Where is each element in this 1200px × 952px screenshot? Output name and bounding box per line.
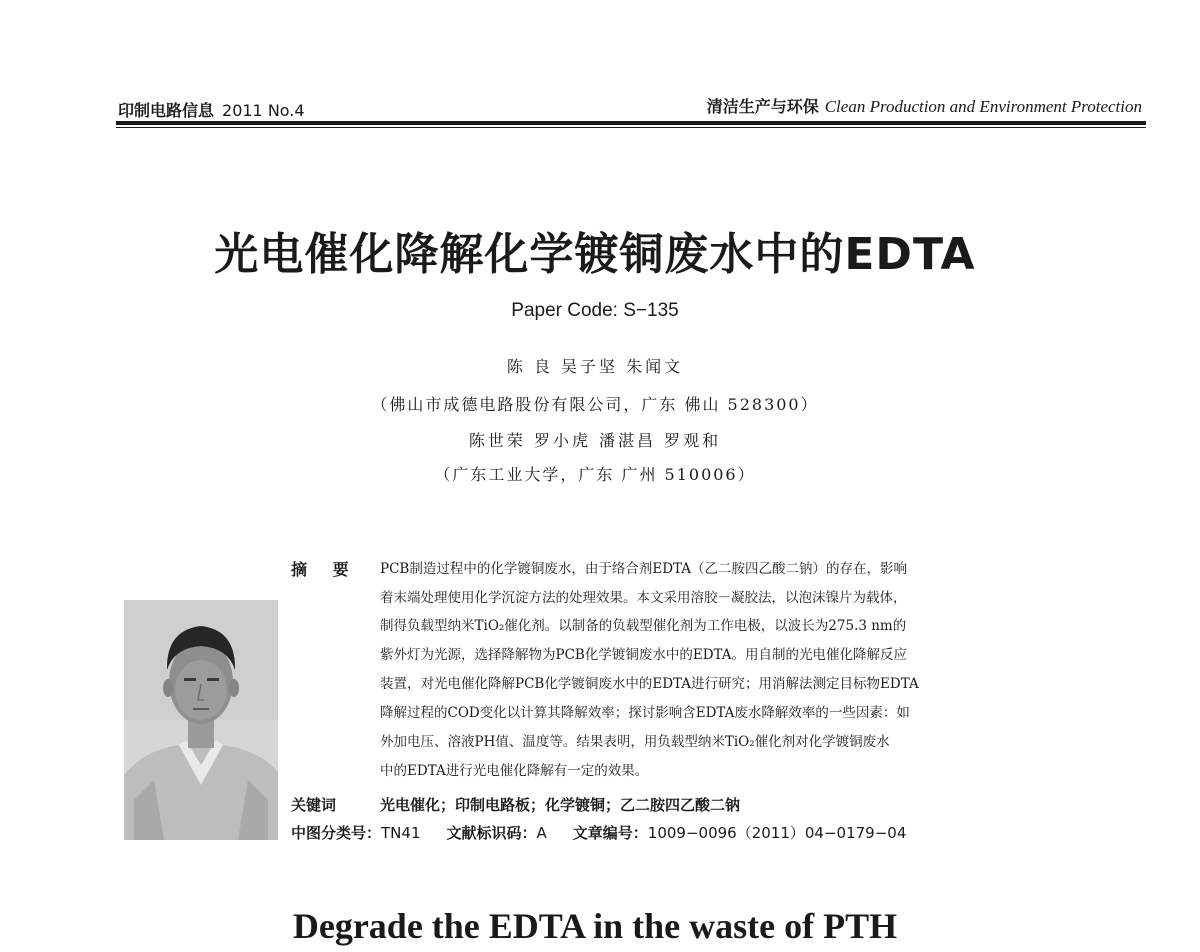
article-number-label: 文章编号：: [572, 824, 648, 842]
abstract-line: 装置，对光电催化降解PCB化学镀铜废水中的EDTA进行研究；用消解法测定目标物EDTA: [380, 676, 919, 692]
author-portrait: [124, 600, 278, 840]
article-number-value: 1009−0096（2011）04−0179−04: [647, 824, 907, 842]
keywords-text: 光电催化；印制电路板；化学镀铜；乙二胺四乙酸二钠: [380, 796, 741, 814]
affiliation-2: （广东工业大学，广东 广州 510006）: [434, 465, 756, 484]
authors-group-1: 陈 良 吴子坚 朱闻文: [506, 357, 684, 376]
doc-code-label: 文献标识码：: [446, 824, 537, 842]
abstract-label: 摘 要: [291, 560, 359, 579]
section-name-cn: 清洁生产与环保: [706, 97, 819, 116]
article-title: 光电催化降解化学镀铜废水中的EDTA: [214, 229, 976, 280]
abstract-line: 着末端处理使用化学沉淀方法的处理效果。本文采用溶胶－凝胶法，以泡沫镍片为载体，: [380, 590, 907, 606]
header-rule-thin: [116, 127, 1146, 128]
journal-name: 印制电路信息: [118, 101, 215, 120]
section-name-en: Clean Production and Environment Protection: [824, 97, 1142, 116]
running-header-left: [118, 98, 305, 121]
clc-value: TN41: [381, 824, 421, 842]
paper-code: Paper Code: S−135: [511, 300, 679, 321]
abstract-line: 制得负载型纳米TiO₂催化剂。以制备的负载型催化剂为工作电极，以波长为275.3 nm的: [380, 618, 907, 634]
clc-label: 中图分类号：: [291, 824, 382, 842]
abstract-line: PCB制造过程中的化学镀铜废水，由于络合剂EDTA（乙二胺四乙酸二钠）的存在，影响: [380, 561, 908, 577]
abstract-line: 外加电压、溶液PH值、温度等。结果表明，用负载型纳米TiO₂催化剂对化学镀铜废水: [380, 734, 890, 750]
abstract-line: 降解过程的COD变化以计算其降解效率；探讨影响含EDTA废水降解效率的一些因素：如: [380, 705, 910, 721]
authors-group-2: 陈世荣 罗小虎 潘湛昌 罗观和: [468, 431, 722, 450]
affiliation-1: （佛山市成德电路股份有限公司，广东 佛山 528300）: [371, 395, 819, 414]
header-rule-thick: [116, 121, 1146, 125]
doc-code-value: A: [536, 824, 547, 842]
english-title: Degrade the EDTA in the waste of PTH: [292, 906, 898, 946]
issue-number: 2011 No.4: [222, 101, 305, 120]
classification-line: [291, 822, 906, 843]
running-header-right: [707, 94, 1142, 117]
abstract-line: 紫外灯为光源，选择降解物为PCB化学镀铜废水中的EDTA。用自制的光电催化降解反应: [380, 647, 908, 663]
keywords-label: 关键词: [291, 796, 337, 814]
abstract-line: 中的EDTA进行光电催化降解有一定的效果。: [380, 763, 649, 779]
